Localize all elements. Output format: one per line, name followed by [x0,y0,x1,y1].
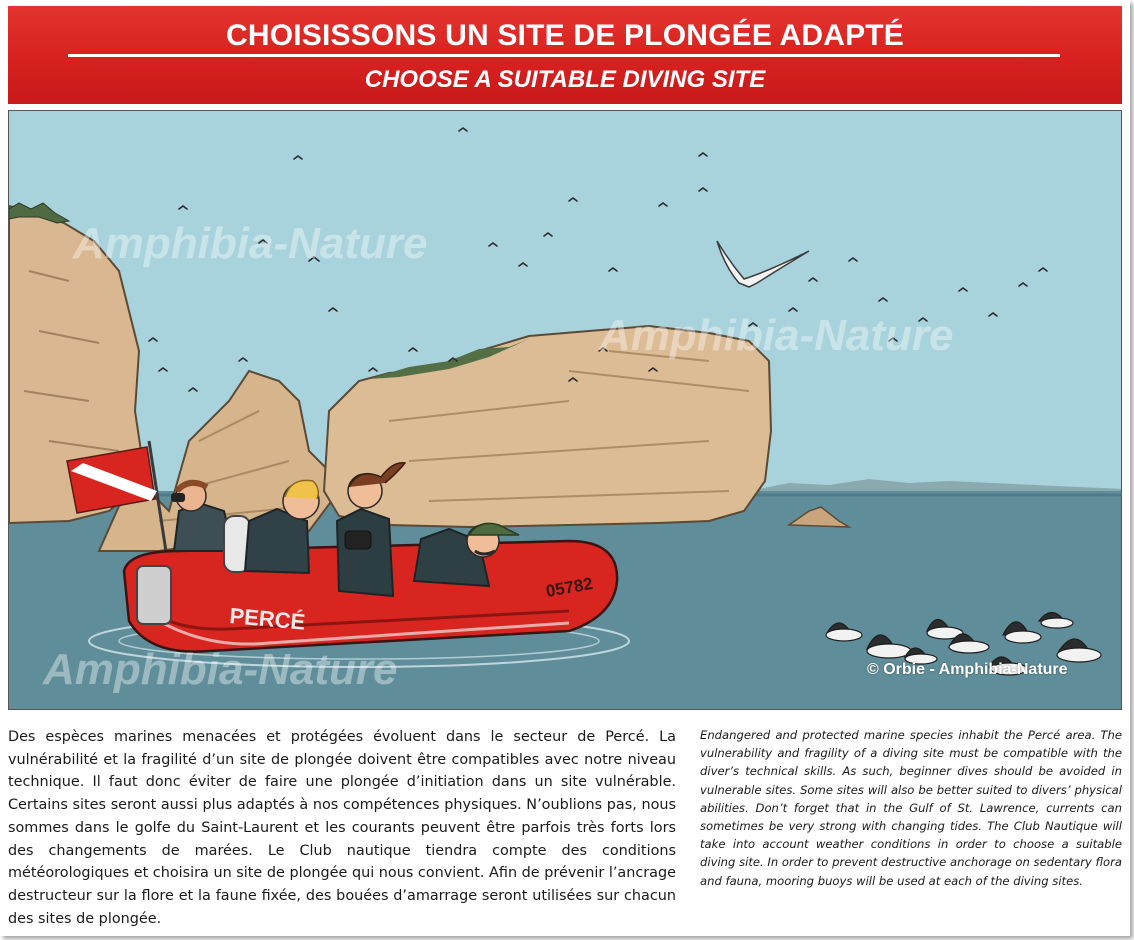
title-french: CHOISISSONS UN SITE DE PLONGÉE ADAPTÉ [225,19,905,52]
illustration-scene [9,111,1122,710]
body-text-french: Des espèces marines menacées et protégées évoluent dans le secteur de Percé. La vulnérabilité et la fragilité d’un site de plongée doivent être compatibles avec notre niveau technique. Il faut donc éviter de faire une plongée d’initiation dans un site vulnérable. Certains sites seront aussi plus adaptés à nos compétences physiques. N’oublions pas, nous sommes dans le golfe du Saint-Laurent et les courants peuvent être parfois très forts lors des changements de marées. Le Club nautique tiendra compte des conditions météorologiques et choisira un site de plongée qui nous convient. Afin de prévenir l’ancrage destructeur sur la flore et la faune fixée, des bouées d’amarrage seront utilisées sur chacun des sites de plongée. [8,729,676,927]
watermark-bottom-left: Amphibia-Nature [43,645,398,694]
title-divider [68,54,1060,57]
outboard-engine [137,566,171,624]
boat-name: PERCÉ [228,603,307,635]
title-english: CHOOSE A SUITABLE DIVING SITE [364,66,766,93]
header-banner [8,6,1122,104]
watermark-top-right: Amphibia-Nature [599,311,954,360]
watermark-top-left: Amphibia-Nature [73,219,428,268]
body-text-english: Endangered and protected marine species inhabit the Percé area. The vulnerability and fragility of a diving site must be compatible with the diver’s technical skills. As such, beginner dives should be avoided in vulnerable sites. Some sites will also be better suited to divers’ physical abilities. Don’t forget that in the Gulf of St. Lawrence, currents can sometimes be very strong with changing tides. The Club Nautique will take into account weather conditions in order to choose a suitable diving site. In order to prevent destructive anchorage on sedentary flora and fauna, mooring buoys will be used at each of the diving sites. [700,728,1122,888]
boat-number: 05782 [544,574,595,601]
diving-illustration [8,110,1122,710]
illustration-credit: © Orbie - Amphibia-Nature [867,661,1068,678]
